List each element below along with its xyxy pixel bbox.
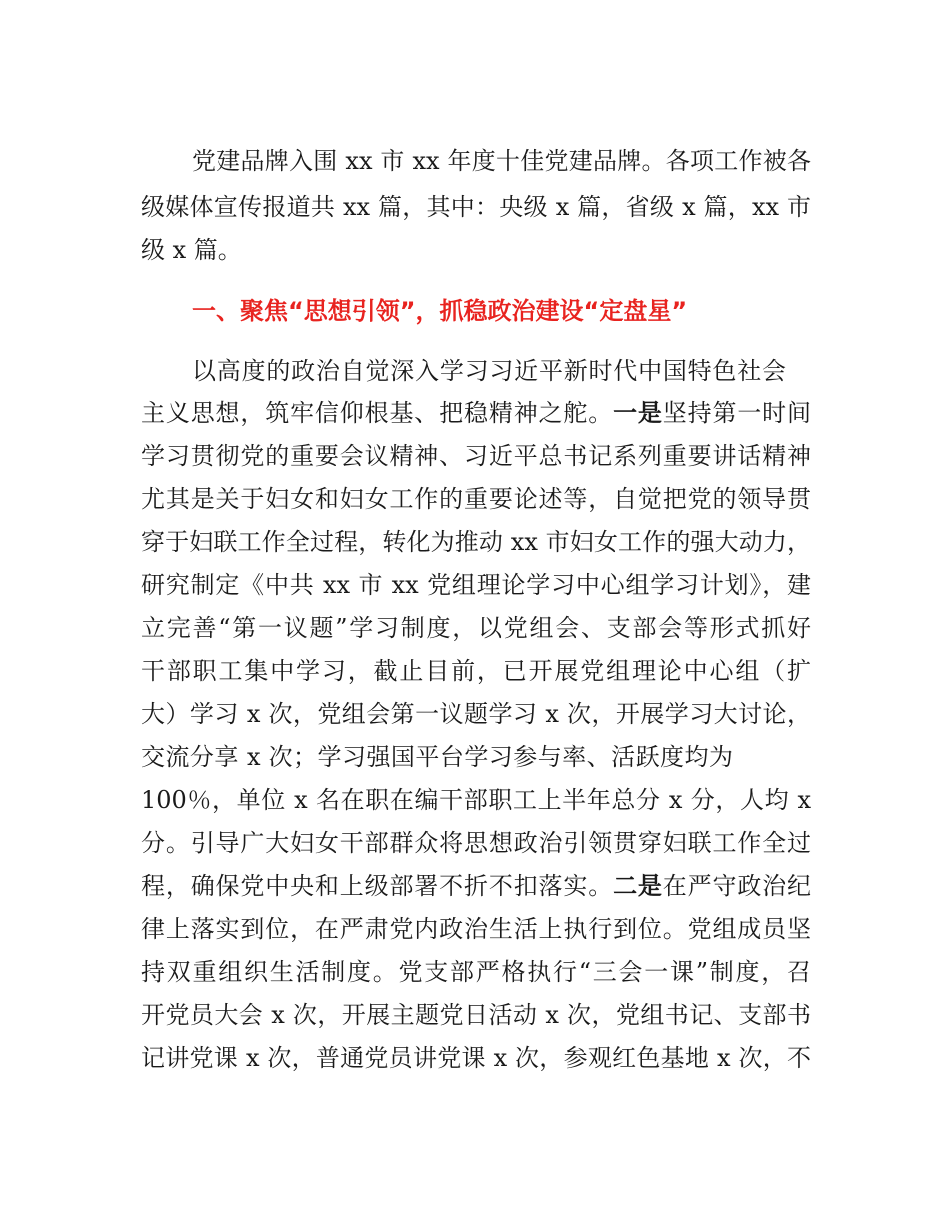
- label-first-point: 一是: [613, 399, 663, 427]
- paragraph-line-9: 大）学习 x 次，党组会第一议题学习 x 次，开展学习大讨论，: [141, 700, 811, 728]
- section-heading: 一、聚焦“思想引领”，抓稳政治建设“定盘星”: [192, 297, 688, 325]
- paragraph-line-17: 记讲党课 x 次，普通党员讲党课 x 次，参观红色基地 x 次，不: [141, 1044, 811, 1072]
- paragraph-line-13-text: 程，确保党中央和上级部署不折不扣落实。: [141, 872, 614, 900]
- paragraph-line-14: 律上落实到位，在严肃党内政治生活上执行到位。党组成员坚: [141, 915, 811, 943]
- paragraph-line-11: 100％，单位 x 名在职在编干部职工上半年总分 x 分，人均 x: [141, 786, 811, 814]
- label-second-point: 二是: [613, 872, 663, 900]
- intro-line-3: 级 x 篇。: [141, 236, 242, 264]
- intro-line-1: 党建品牌入围 xx 市 xx 年度十佳党建品牌。各项工作被各: [192, 147, 811, 175]
- paragraph-line-5: 穿于妇联工作全过程，转化为推动 xx 市妇女工作的强大动力，: [141, 528, 811, 556]
- paragraph-line-1: 以高度的政治自觉深入学习习近平新时代中国特色社会: [192, 357, 786, 385]
- paragraph-line-3: 学习贯彻党的重要会议精神、习近平总书记系列重要讲话精神: [141, 442, 811, 470]
- paragraph-line-2-text: 主义思想，筑牢信仰根基、把稳精神之舵。: [141, 399, 614, 427]
- paragraph-line-2: [141, 398, 811, 428]
- paragraph-line-15: 持双重组织生活制度。党支部严格执行“三会一课”制度，召: [141, 958, 811, 986]
- paragraph-line-7: 立完善“第一议题”学习制度，以党组会、支部会等形式抓好: [141, 614, 811, 642]
- paragraph-line-2-tail: 坚持第一时间: [662, 399, 812, 427]
- paragraph-line-10: 交流分享 x 次；学习强国平台学习参与率、活跃度均为: [141, 743, 733, 771]
- paragraph-line-12: 分。引导广大妇女干部群众将思想政治引领贯穿妇联工作全过: [141, 829, 811, 857]
- paragraph-line-13-tail: 在严守政治纪: [662, 872, 812, 900]
- paragraph-line-6: 研究制定《中共 xx 市 xx 党组理论学习中心组学习计划》，建: [141, 571, 811, 599]
- intro-line-2: 级媒体宣传报道共 xx 篇，其中：央级 x 篇，省级 x 篇，xx 市: [141, 193, 811, 221]
- paragraph-line-4: 尤其是关于妇女和妇女工作的重要论述等，自觉把党的领导贯: [141, 485, 811, 513]
- paragraph-line-16: 开党员大会 x 次，开展主题党日活动 x 次，党组书记、支部书: [141, 1001, 811, 1029]
- paragraph-line-8: 干部职工集中学习，截止目前，已开展党组理论中心组（扩: [141, 657, 811, 685]
- paragraph-line-13: [141, 871, 811, 901]
